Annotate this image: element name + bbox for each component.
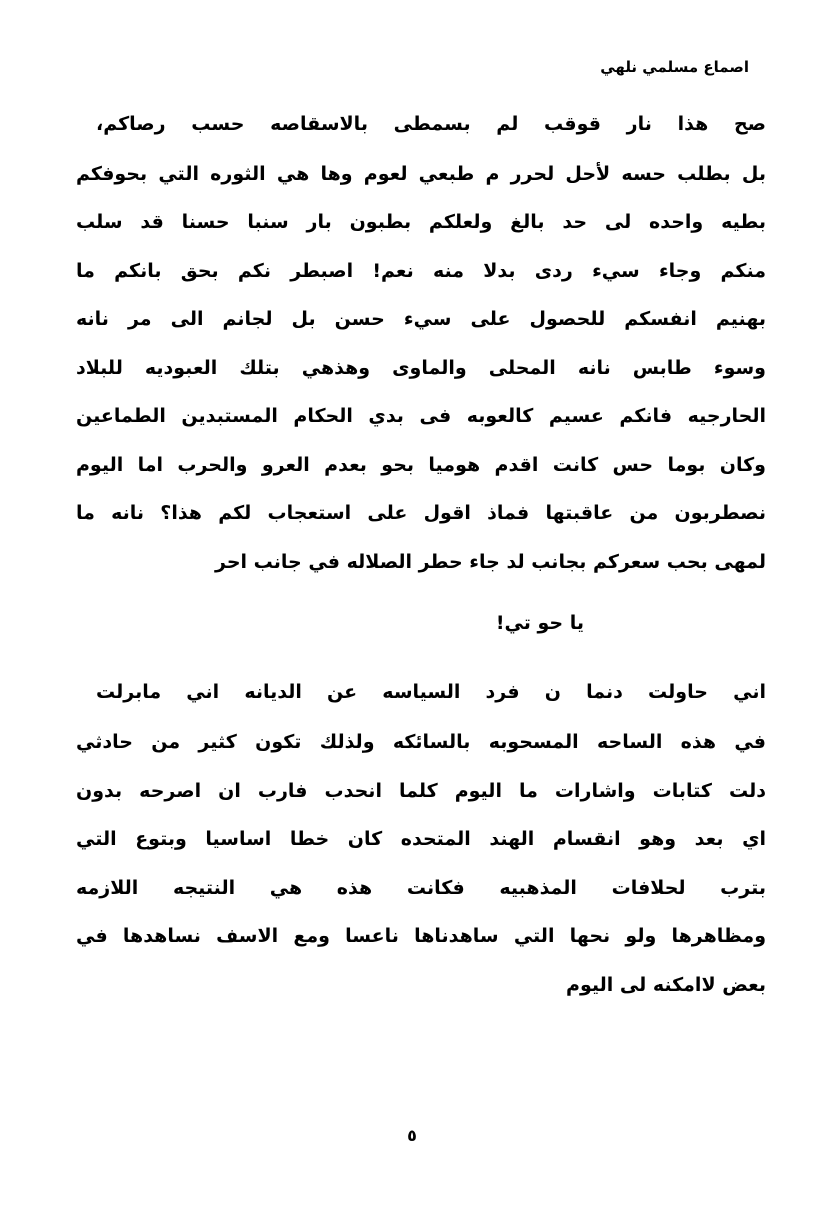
paragraph-1-line-6: وسوء طابس نانه المحلى والماوى وهذهي بتلك العبوديه للبلاد xyxy=(76,357,766,379)
paragraph-1-line-5: بهنيم انفسكم للحصول على سيء حسن بل لجانم الى مر نانه xyxy=(76,308,766,330)
paragraph-2-line-2: في هذه الساحه المسحوبه بالسائكه ولذلك تكون كثير من حادثي xyxy=(76,731,766,753)
section-heading: يا حو تي! xyxy=(495,612,584,634)
paragraph-2-line-7: بعض لاامكنه لى اليوم xyxy=(566,974,766,996)
paragraph-1-line-4: منكم وجاء سيء ردى بدلا منه نعم! اصبطر نكم بحق بانكم ما xyxy=(76,260,766,282)
paragraph-1-line-1: صح هذا نار قوقب لم بسمطى بالاسقاصه حسب رصاكم، xyxy=(96,113,766,135)
paragraph-2-line-5: بترب لحلافات المذهبيه فكانت هذه هي النتيجه اللازمه xyxy=(76,877,766,899)
paragraph-1-line-8: وكان بوما حس كانت اقدم هوميا بحو بعدم العرو والحرب اما اليوم xyxy=(76,454,766,476)
paragraph-1-line-3: بطيه واحده لى حد بالغ ولعلكم بطبون بار سنبا حسنا قد سلب xyxy=(76,211,766,233)
paragraph-2-line-3: دلت كتابات واشارات ما اليوم كلما انحدب فارب ان اصرحه بدون xyxy=(76,780,766,802)
paragraph-2-line-1: اني حاولت دنما ن فرد السياسه عن الديانه اني مابرلت xyxy=(96,681,766,703)
paragraph-1-line-9: نصطربون من عاقبتها فماذ اقول على استعجاب لكم هذا؟ نانه ما xyxy=(76,502,766,524)
paragraph-1-line-7: الحارجيه فانكم عسيم كالعوبه فى بدي الحكام المستبدين الطماعين xyxy=(76,405,766,427)
paragraph-1-line-10: لمهى بحب سعركم بجانب لد جاء حطر الصلاله في جانب احر xyxy=(215,551,766,573)
paragraph-1-line-2: بل بطلب حسه لأحل لحرر م طبعي لعوم وها هي الثوره التي بحوفكم xyxy=(76,163,766,185)
paragraph-2-line-4: اي بعد وهو انقسام الهند المتحده كان خطا اساسيا وبتوع التي xyxy=(76,828,766,850)
running-header: اصماع مسلمي نلهي xyxy=(600,58,749,76)
page-number: ٥ xyxy=(407,1126,417,1145)
paragraph-2-line-6: ومظاهرها ولو نحها التي ساهدناها ناعسا ومع الاسف نساهدها في xyxy=(76,925,766,947)
